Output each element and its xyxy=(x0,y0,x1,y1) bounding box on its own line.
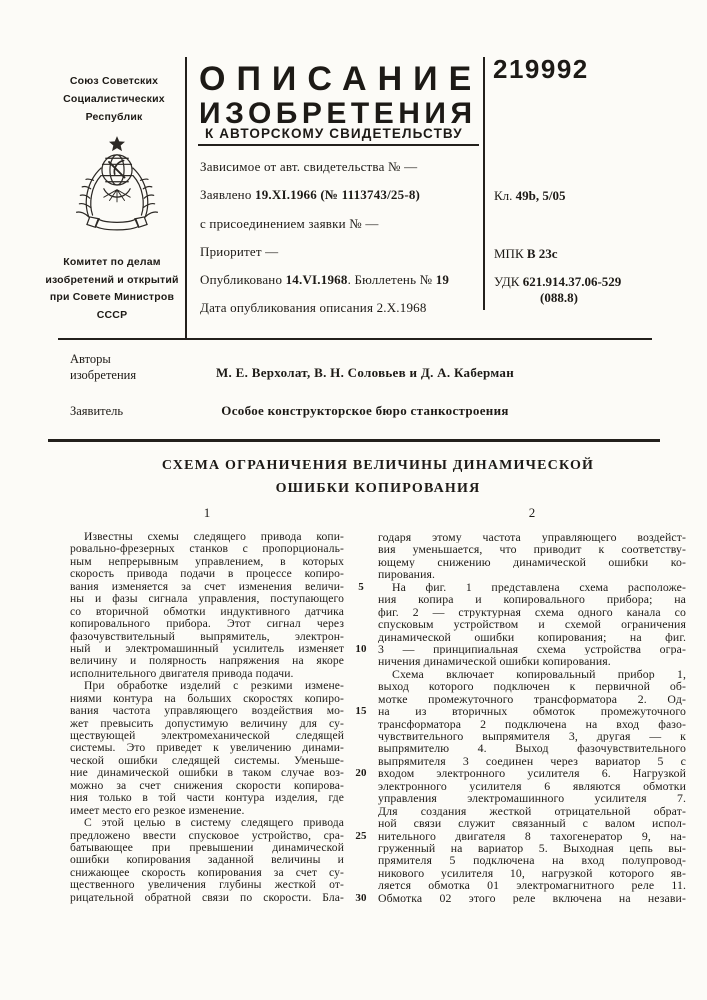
body-text-line: спусковым устройством и схемой ограничения xyxy=(378,618,686,631)
text-segment: Кл. xyxy=(494,188,516,203)
body-text-line: рицательной обратной связи по скорости. Бла- xyxy=(70,891,344,904)
text-segment: 621.914.37.06-529 xyxy=(522,274,622,289)
authors-label-line: изобретения xyxy=(70,367,137,382)
body-text-line: электронного усилителя 6 являются обмотки xyxy=(378,779,686,793)
body-text-line: прямителя 5 подключена на вход полупровод- xyxy=(378,854,686,867)
invention-title-line2: ОШИБКИ КОПИРОВАНИЯ xyxy=(275,481,481,496)
text-segment: Опубликовано xyxy=(200,272,286,288)
body-column-1 xyxy=(70,531,344,904)
filing-row-description-date xyxy=(200,300,480,328)
line-number xyxy=(344,805,378,817)
body-text-line: При обработке изделий с резкими измене- xyxy=(84,680,344,693)
body-text-line: 3 — принципиальная схема устройства огра- xyxy=(378,642,686,656)
text-segment: . Бюллетень № xyxy=(347,272,436,288)
committee-name-line: изобретений и открытий xyxy=(45,273,179,286)
line-number xyxy=(344,680,378,692)
line-number xyxy=(344,556,378,568)
filing-row-published xyxy=(200,272,480,300)
line-number-gutter xyxy=(344,531,378,904)
text-segment: Дата опубликования описания 2.X.1968 xyxy=(200,300,427,316)
line-number xyxy=(344,879,378,891)
committee-name-line: Комитет по делам xyxy=(63,256,161,268)
line-number: 20 xyxy=(355,767,367,780)
body-text-line: батывающее при превышении динамической xyxy=(70,841,344,854)
line-number xyxy=(344,780,378,792)
column-number-2: 2 xyxy=(528,505,536,520)
line-number xyxy=(344,593,378,605)
line-number xyxy=(344,854,378,866)
body-text-line: величину и полярность напряжения на якоре xyxy=(70,655,344,668)
body-text-line: ющему снижению динамической ошибки ко- xyxy=(378,555,686,569)
text-segment: Приоритет — xyxy=(200,243,279,259)
line-number xyxy=(344,730,378,742)
filing-row-dependent xyxy=(200,159,480,187)
body-text-line: груженный на вариатор 5. Выходная цепь вы- xyxy=(378,841,686,855)
body-text-line: на из вторичных обмоток промежуточного xyxy=(378,705,686,718)
ussr-emblem-icon xyxy=(70,135,164,235)
body-text-line: ны и фазы сигнала управления, поступающего xyxy=(70,593,344,606)
line-number: 5 xyxy=(358,580,364,593)
line-number xyxy=(344,631,378,643)
body-text-line: годаря этому частота управляющего воздейст- xyxy=(378,531,686,544)
body-text-line: ошибки копирования заданной величины и xyxy=(70,854,344,867)
body-text-line: Обмотка 02 этого реле включена на незави- xyxy=(378,891,686,905)
committee-name-line: СССР xyxy=(96,308,128,321)
body-text-line: чувствительного выпрямителя 3, другая — к xyxy=(378,730,686,743)
body-text-line: мотке промежуточного трансформатора 2. Од- xyxy=(378,692,686,706)
body-text-line: динамической ошибки копирования; на фиг. xyxy=(378,630,686,643)
line-number: 15 xyxy=(355,705,367,718)
body-text-line: выпрямителю 4. Выход фазочувствительного xyxy=(378,742,686,755)
invention-title xyxy=(70,454,686,500)
authors-label-line: Авторы xyxy=(70,352,111,366)
body-text-line: исполнительного двигателя привода подачи. xyxy=(70,667,294,680)
text-segment: 49b, 5/05 xyxy=(515,188,566,203)
text-segment: Заявлено xyxy=(200,187,255,203)
body-text-line: снижающее скорость копирования за счет су- xyxy=(70,866,344,879)
filing-row-filed xyxy=(200,187,480,215)
filing-row-joined xyxy=(200,216,480,244)
line-number xyxy=(344,668,378,680)
union-name-line: Союз Советских xyxy=(69,75,159,87)
line-number xyxy=(344,867,378,879)
column-headers xyxy=(70,505,686,521)
body-text-line: никового усилителя 10, нагрузкой которого яв- xyxy=(378,866,686,880)
divider-horizontal-top xyxy=(58,338,652,340)
body-text-line: трансформатора 2 подключена на вход фазо- xyxy=(378,717,686,730)
union-name-line: Республик xyxy=(85,111,143,123)
divider-vertical-right xyxy=(483,57,485,310)
divider-vertical-left xyxy=(185,57,187,340)
body-text-line: Известны схемы следящего привода копи- xyxy=(84,531,344,543)
line-number xyxy=(344,606,378,618)
body-text-line: ляется обмотка 01 электромагнитного реле 11. xyxy=(378,879,686,892)
body-text-line: фиг. 2 — структурная схема одного канала со xyxy=(378,605,686,619)
body-text-line: выход которого подключен к первичной об- xyxy=(378,680,686,693)
body-text-line: ный и электромашинный усилитель изменяет xyxy=(70,642,344,655)
body-text-line: фазочувствительный выпрямитель, электрон- xyxy=(70,630,344,643)
class-udk-line2: (088.8) xyxy=(540,290,578,305)
line-number xyxy=(344,842,378,854)
body-text-line: вания частота управляющего воздействия мо- xyxy=(70,705,344,718)
body-text-line: ниями контура на больших скоростях копиро- xyxy=(70,692,344,705)
body-text-line: со вторичной обмотки индуктивного датчика xyxy=(70,605,344,618)
authors-value: М. Е. Верхолат, В. Н. Соловьев и Д. А. Каберман xyxy=(215,365,515,380)
line-number xyxy=(344,568,378,580)
body-text xyxy=(70,531,686,904)
body-text-line: Для создания жесткой отрицательной обрат- xyxy=(378,804,686,818)
line-number: 30 xyxy=(355,891,367,904)
body-text-line: пирования. xyxy=(378,568,436,581)
filing-row-priority xyxy=(200,244,480,272)
document-type-title-line1: ОПИСАНИЕ xyxy=(199,60,483,98)
body-text-line: ния только в той части контура изделия, где xyxy=(70,792,344,805)
line-number xyxy=(344,718,378,730)
body-text-line: нительного двигателя 8 тахогенератор 9, на- xyxy=(378,829,686,842)
body-text-line: скорость привода подачи в процессе копиро- xyxy=(70,568,344,581)
line-number: 25 xyxy=(355,829,367,842)
body-column-2 xyxy=(378,531,686,904)
line-number xyxy=(344,543,378,555)
line-number xyxy=(344,742,378,754)
body-text-line: жет превысить допустимую величину для су- xyxy=(70,717,344,730)
filing-info xyxy=(200,159,480,329)
body-text-line: вия уменьшается, что приводит к соответству- xyxy=(378,543,686,556)
text-segment: с присоединением заявки № — xyxy=(200,215,379,231)
text-segment: 14.VI.1968 xyxy=(285,272,348,288)
body-text-line: На фиг. 1 представлена схема расположе- xyxy=(392,580,686,594)
body-text-line: ществующей электромеханической следящей xyxy=(70,730,344,742)
authors-label xyxy=(70,352,136,383)
committee-name xyxy=(28,254,196,324)
body-text-line: ным непрерывным управлением, в которых xyxy=(70,555,344,568)
body-text-line: управления электромашинного усилителя 7. xyxy=(378,792,686,805)
column-header-gap xyxy=(344,505,378,521)
applicant-label: Заявитель xyxy=(70,404,124,418)
class-kl xyxy=(494,188,566,204)
divider-horizontal-bottom xyxy=(48,439,660,442)
body-text-line: Схема включает копировальный прибор 1, xyxy=(392,667,686,681)
text-segment: МПК xyxy=(494,246,527,261)
text-segment: УДК xyxy=(494,274,523,289)
body-text-line: щественного увеличения глубины жесткой от- xyxy=(70,879,344,892)
body-text-line: предложено ввести спусковое устройство, сра- xyxy=(70,829,344,842)
body-text-line: системы. Это приведет к увеличению динами- xyxy=(70,742,344,755)
line-number xyxy=(344,693,378,705)
line-number xyxy=(344,817,378,829)
line-number: 10 xyxy=(355,642,367,655)
body-text-line: копировального прибора. Этот сигнал через xyxy=(70,618,344,631)
body-text-line: можно за счет снижения скорости копирова- xyxy=(70,779,344,792)
text-segment: 19 xyxy=(435,272,450,288)
line-number xyxy=(344,792,378,804)
line-number xyxy=(344,655,378,667)
line-number xyxy=(344,618,378,630)
invention-title-line1: СХЕМА ОГРАНИЧЕНИЯ ВЕЛИЧИНЫ ДИНАМИЧЕСКОЙ xyxy=(161,458,595,473)
body-text-line: ние динамической ошибки в таком случае воз- xyxy=(70,767,344,780)
body-text-line: ческой ошибки следящей системы. Уменьше- xyxy=(70,754,344,767)
body-text-line: ровально-фрезерных станков с пропорциональ- xyxy=(70,543,344,556)
document-subtitle: К АВТОРСКОМУ СВИДЕТЕЛЬСТВУ xyxy=(205,126,463,141)
body-text-line: имеет место его резкое изменение. xyxy=(70,804,245,817)
class-udk xyxy=(494,274,621,290)
body-text-line: ния копира и копировального прибора; на xyxy=(378,593,686,606)
body-text-line: С этой целью в систему следящего привода xyxy=(84,817,344,830)
column-number-1: 1 xyxy=(203,505,211,520)
body-text-line: входом электронного усилителя 6. Нагрузкой xyxy=(378,767,686,780)
patent-number: 219992 xyxy=(493,54,589,84)
body-text-line: ничения динамической ошибки копирования. xyxy=(378,655,611,668)
applicant-value: Особое конструкторское бюро станкостроения xyxy=(221,403,509,418)
subtitle-underline xyxy=(198,144,479,146)
class-mpk xyxy=(494,246,558,262)
text-segment: 19.XI.1966 (№ 1113743/25-8) xyxy=(255,187,421,203)
text-segment: В 23c xyxy=(526,246,558,261)
text-segment: Зависимое от авт. свидетельства № — xyxy=(200,159,418,174)
body-text-line: ной связи служит связанный с валом испол- xyxy=(378,817,686,830)
union-name xyxy=(38,72,190,126)
line-number xyxy=(344,755,378,767)
committee-name-line: при Совете Министров xyxy=(49,291,175,303)
union-name-line: Социалистических xyxy=(63,93,165,105)
body-text-line: выпрямителя 3 соединен через вариатор 5 с xyxy=(378,754,686,768)
body-text-line: вания изменяется за счет изменения величи- xyxy=(70,580,344,593)
line-number xyxy=(344,531,378,543)
document-type-title-line2: ИЗОБРЕТЕНИЯ xyxy=(199,97,477,130)
